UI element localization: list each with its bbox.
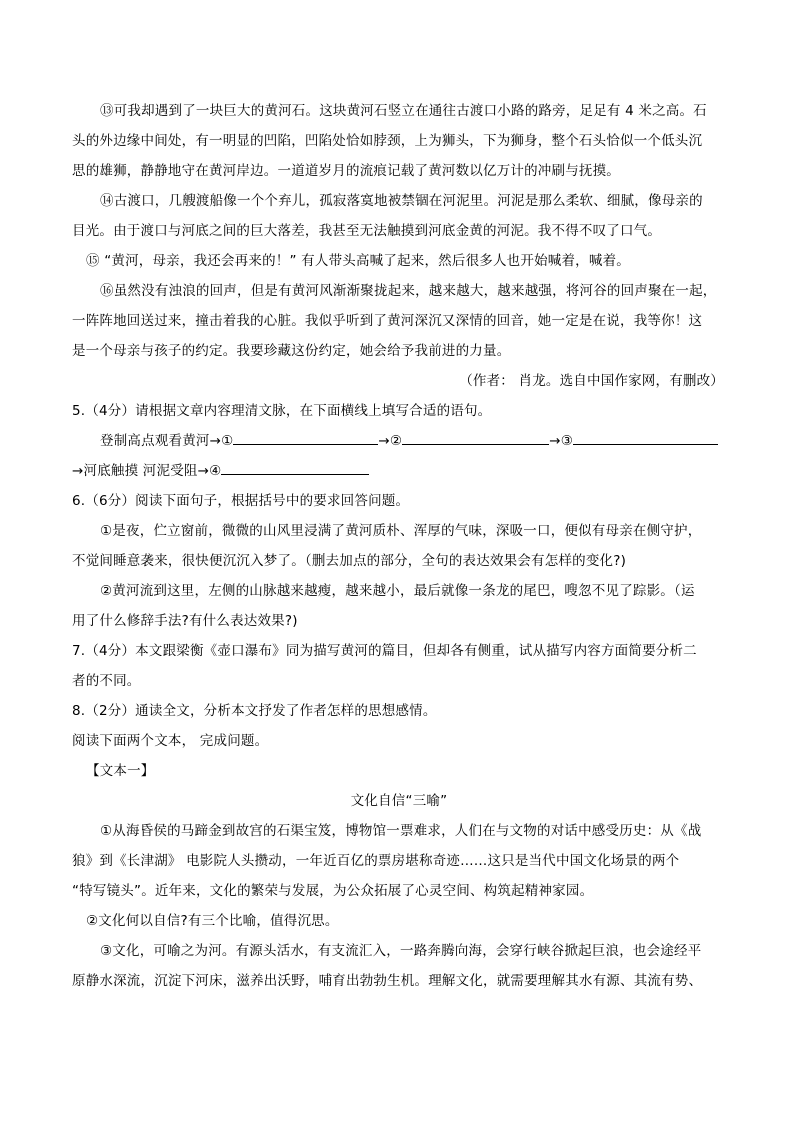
question-6-sentence-1-line-1: ①是夜，伫立窗前，微微的山风里浸满了黄河质朴、浑厚的气味，深吸一口，便似有母亲在侧守护， bbox=[100, 523, 702, 539]
paragraph-16-line-1: ⑯虽然没有浊浪的回声，但是有黄河风渐渐聚拢起来，越来越大，越来越强，将河谷的回声聚在一起， bbox=[100, 283, 717, 299]
question-5-flow-line-2 bbox=[72, 456, 726, 486]
paragraph-13-line-3: 思的雄狮，静静地守在黄河岸边。一道道岁月的流痕记载了黄河数以亿万计的冲刷与抚摸。 bbox=[72, 163, 620, 179]
question-6-prompt: 6.（6分）阅读下面句子，根据括号中的要求回答问题。 bbox=[72, 493, 410, 509]
question-5-prompt: 5.（4分）请根据文章内容理清文脉，在下面横线上填写合适的语句。 bbox=[72, 403, 492, 419]
document-page bbox=[72, 96, 726, 996]
flow-step-4-prefix: →河底触摸 河泥受阻→④ bbox=[72, 463, 222, 479]
flow-arrow-2: →② bbox=[378, 433, 403, 449]
paragraph-15: ⑮ “黄河，母亲，我还会再来的！” 有人带头高喊了起来，然后很多人也开始喊着，喊着。 bbox=[86, 253, 630, 269]
reading-intro: 阅读下面两个文本， 完成问题。 bbox=[72, 733, 269, 749]
answer-blank-1[interactable] bbox=[233, 430, 378, 445]
text-1-paragraph-1-line-2: 狼》到《长津湖》 电影院人头攒动，一年近百亿的票房堪称奇迹……这只是当代中国文化场景的两个 bbox=[72, 853, 680, 869]
answer-blank-4[interactable] bbox=[221, 460, 369, 475]
text-1-label: 【文本一】 bbox=[86, 763, 155, 779]
flow-arrow-3: →③ bbox=[549, 433, 574, 449]
text-1-paragraph-1-line-1: ①从海昏侯的马蹄金到故宫的石渠宝笈，博物馆一票难求，人们在与文物的对话中感受历史：从《战 bbox=[100, 823, 702, 839]
source-attribution: （作者： 肖龙。选自中国作家网，有删改） bbox=[459, 373, 724, 389]
paragraph-16-line-2: 一阵阵地回送过来，撞击着我的心脏。我似乎听到了黄河深沉又深情的回音，她一定是在说，我等你！这 bbox=[72, 313, 703, 329]
question-8: 8.（2分）通读全文，分析本文抒发了作者怎样的思想感情。 bbox=[72, 703, 437, 719]
flow-start: 登制高点观看黄河→① bbox=[100, 433, 234, 449]
question-6-sentence-2-line-2: 用了什么修辞手法?有什么表达效果?) bbox=[72, 613, 298, 629]
text-1-paragraph-3-line-2: 原静水深流，沉淀下河床，滋养出沃野，哺育出勃勃生机。理解文化，就需要理解其水有源、其流有势、 bbox=[72, 973, 703, 989]
paragraph-14-line-1: ⑭古渡口，几艘渡船像一个个弃儿，孤寂落寞地被禁锢在河泥里。河泥是那么柔软、细腻，像母亲的 bbox=[100, 193, 703, 209]
question-5-flow-line-1 bbox=[72, 426, 726, 456]
answer-blank-2[interactable] bbox=[402, 430, 549, 445]
question-6-sentence-2-line-1: ②黄河流到这里，左侧的山脉越来越瘦，越来越小，最后就像一条龙的尾巴，嗖忽不见了踪影。（运 bbox=[100, 583, 695, 599]
text-1-paragraph-2: ②文化何以自信?有三个比喻，值得沉思。 bbox=[86, 913, 339, 929]
text-1-paragraph-1-line-3: “特写镜头”。近年来，文化的繁荣与发展，为公众拓展了心灵空间、构筑起精神家园。 bbox=[72, 883, 594, 899]
paragraph-16-line-3: 是一个母亲与孩子的约定。我要珍藏这份约定，她会给予我前进的力量。 bbox=[72, 343, 511, 359]
question-7-line-1: 7.（4分）本文跟梁衡《壶口瀑布》同为描写黄河的篇目，但却各有侧重，试从描写内容方面简要分析二 bbox=[72, 643, 697, 659]
answer-blank-3[interactable] bbox=[573, 430, 718, 445]
question-6-sentence-1-line-2: 不觉间睡意袭来，很快便沉沉入梦了。（删去加点的部分，全句的表达效果会有怎样的变化?) bbox=[72, 553, 627, 569]
paragraph-13-line-2: 头的外边缘中间处，有一明显的凹陷，凹陷处恰如脖颈，上为狮头，下为狮身，整个石头恰似一个低头沉 bbox=[72, 133, 703, 149]
text-1-paragraph-3-line-1: ③文化，可喻之为河。有源头活水，有支流汇入，一路奔腾向海，会穿行峡谷掀起巨浪，也会途经平 bbox=[100, 943, 702, 959]
paragraph-13-line-1: ⑬可我却遇到了一块巨大的黄河石。这块黄河石竖立在通往古渡口小路的路旁，足足有 4 米之高。石 bbox=[100, 103, 707, 119]
text-1-title: 文化自信“三喻” bbox=[350, 793, 448, 809]
question-7-line-2: 者的不同。 bbox=[72, 673, 141, 689]
paragraph-14-line-2: 目光。由于渡口与河底之间的巨大落差，我甚至无法触摸到河底金黄的河泥。我不得不叹了口气。 bbox=[72, 223, 662, 239]
